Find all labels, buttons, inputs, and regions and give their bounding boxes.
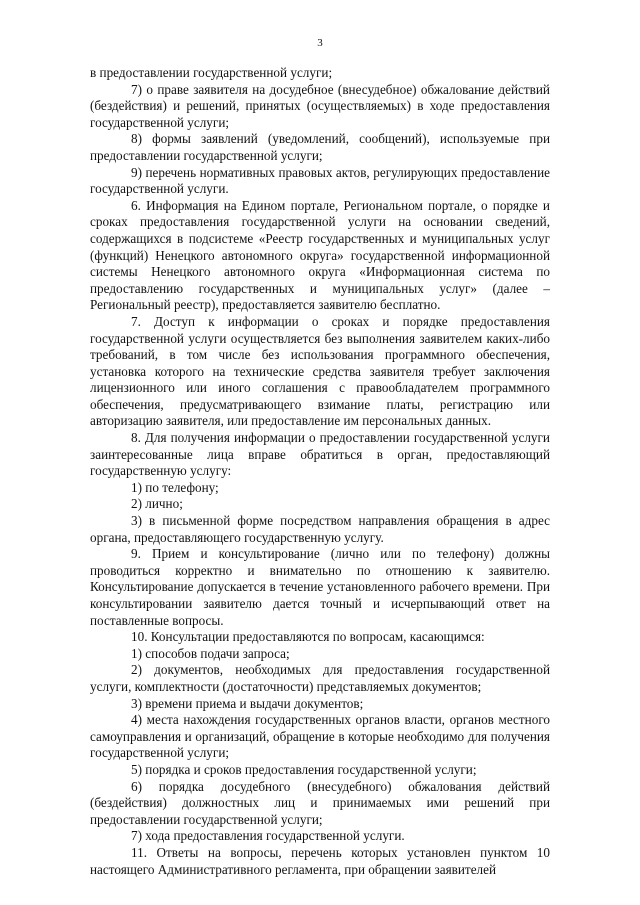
paragraph: 7) хода предоставления государственной услуги. bbox=[131, 828, 405, 844]
paragraph: 5) порядка и сроков предоставления государственной услуги; bbox=[131, 761, 477, 777]
document-body bbox=[90, 65, 550, 878]
paragraph: 10. Консультации предоставляются по вопросам, касающимся: bbox=[131, 629, 485, 645]
paragraph: в предоставлении государственной услуги; bbox=[90, 65, 333, 80]
paragraph: 2) лично; bbox=[131, 496, 183, 512]
paragraph: 1) по телефону; bbox=[131, 479, 219, 495]
page-number: 3 bbox=[317, 37, 323, 49]
paragraph: 1) способов подачи запроса; bbox=[131, 645, 290, 661]
paragraph: 8. Для получения информации о предоставлении государственной услуги заинтересованные лица вправе обратиться в орган, предоставляющий государственную услугу: bbox=[90, 430, 550, 479]
paragraph: 2) документов, необходимых для предоставления государственной услуги, комплектности (достаточности) представляемых документов; bbox=[90, 662, 550, 694]
paragraph: 8) формы заявлений (уведомлений, сообщений), используемые при предоставлении государственной услуги; bbox=[90, 131, 550, 163]
paragraph: 9. Прием и консультирование (лично или по телефону) должны проводиться корректно и внимательно по отношению к заявителю. Консультирование допускается в течение установленного рабочего времени. При консультировании заявителю дается точный и исчерпывающий ответ на поставленные вопросы. bbox=[90, 546, 550, 628]
paragraph: 6. Информация на Едином портале, Региональном портале, о порядке и сроках предоставления государственной услуги на основании сведений, содержащихся в подсистеме «Реестр государственных и муниципальных услуг (функций) Ненецкого автономного округа» государственной информационной системы Ненецкого автономного округа «Информационная система по предоставлению государственных и муниципальных услуг» (далее – Региональный реестр), предоставляется заявителю бесплатно. bbox=[90, 197, 550, 313]
paragraph: 7) о праве заявителя на досудебное (внесудебное) обжалование действий (бездействия) и решений, принятых (осуществляемых) в ходе предоставления государственной услуги; bbox=[90, 81, 550, 130]
paragraph: 7. Доступ к информации о сроках и порядке предоставления государственной услуги осуществляется без выполнения заявителем каких-либо требований, в том числе без использования программного обеспечения, установка которого на технические средства заявителя требует заключения лицензионного или иного соглашения с правообладателем программного обеспечения, предусматривающего взимание платы, регистрацию или авторизацию заявителя, или предоставление им персональных данных. bbox=[90, 313, 550, 429]
paragraph: 3) времени приема и выдачи документов; bbox=[131, 695, 364, 711]
paragraph: 6) порядка досудебного (внесудебного) обжалования действий (бездействия) должностных лиц и принимаемых ими решений при предоставлении государственной услуги; bbox=[90, 778, 550, 827]
paragraph: 9) перечень нормативных правовых актов, регулирующих предоставление государственной услуги. bbox=[90, 164, 550, 197]
paragraph: 11. Ответы на вопросы, перечень которых установлен пунктом 10 настоящего Административного регламента, при обращении заявителей bbox=[90, 844, 550, 877]
paragraph: 3) в письменной форме посредством направления обращения в адрес органа, предоставляющего государственную услугу. bbox=[90, 513, 550, 545]
paragraph: 4) места нахождения государственных органов власти, органов местного самоуправления и организаций, обращение в которые необходимо для получения государственной услуги; bbox=[90, 712, 550, 761]
